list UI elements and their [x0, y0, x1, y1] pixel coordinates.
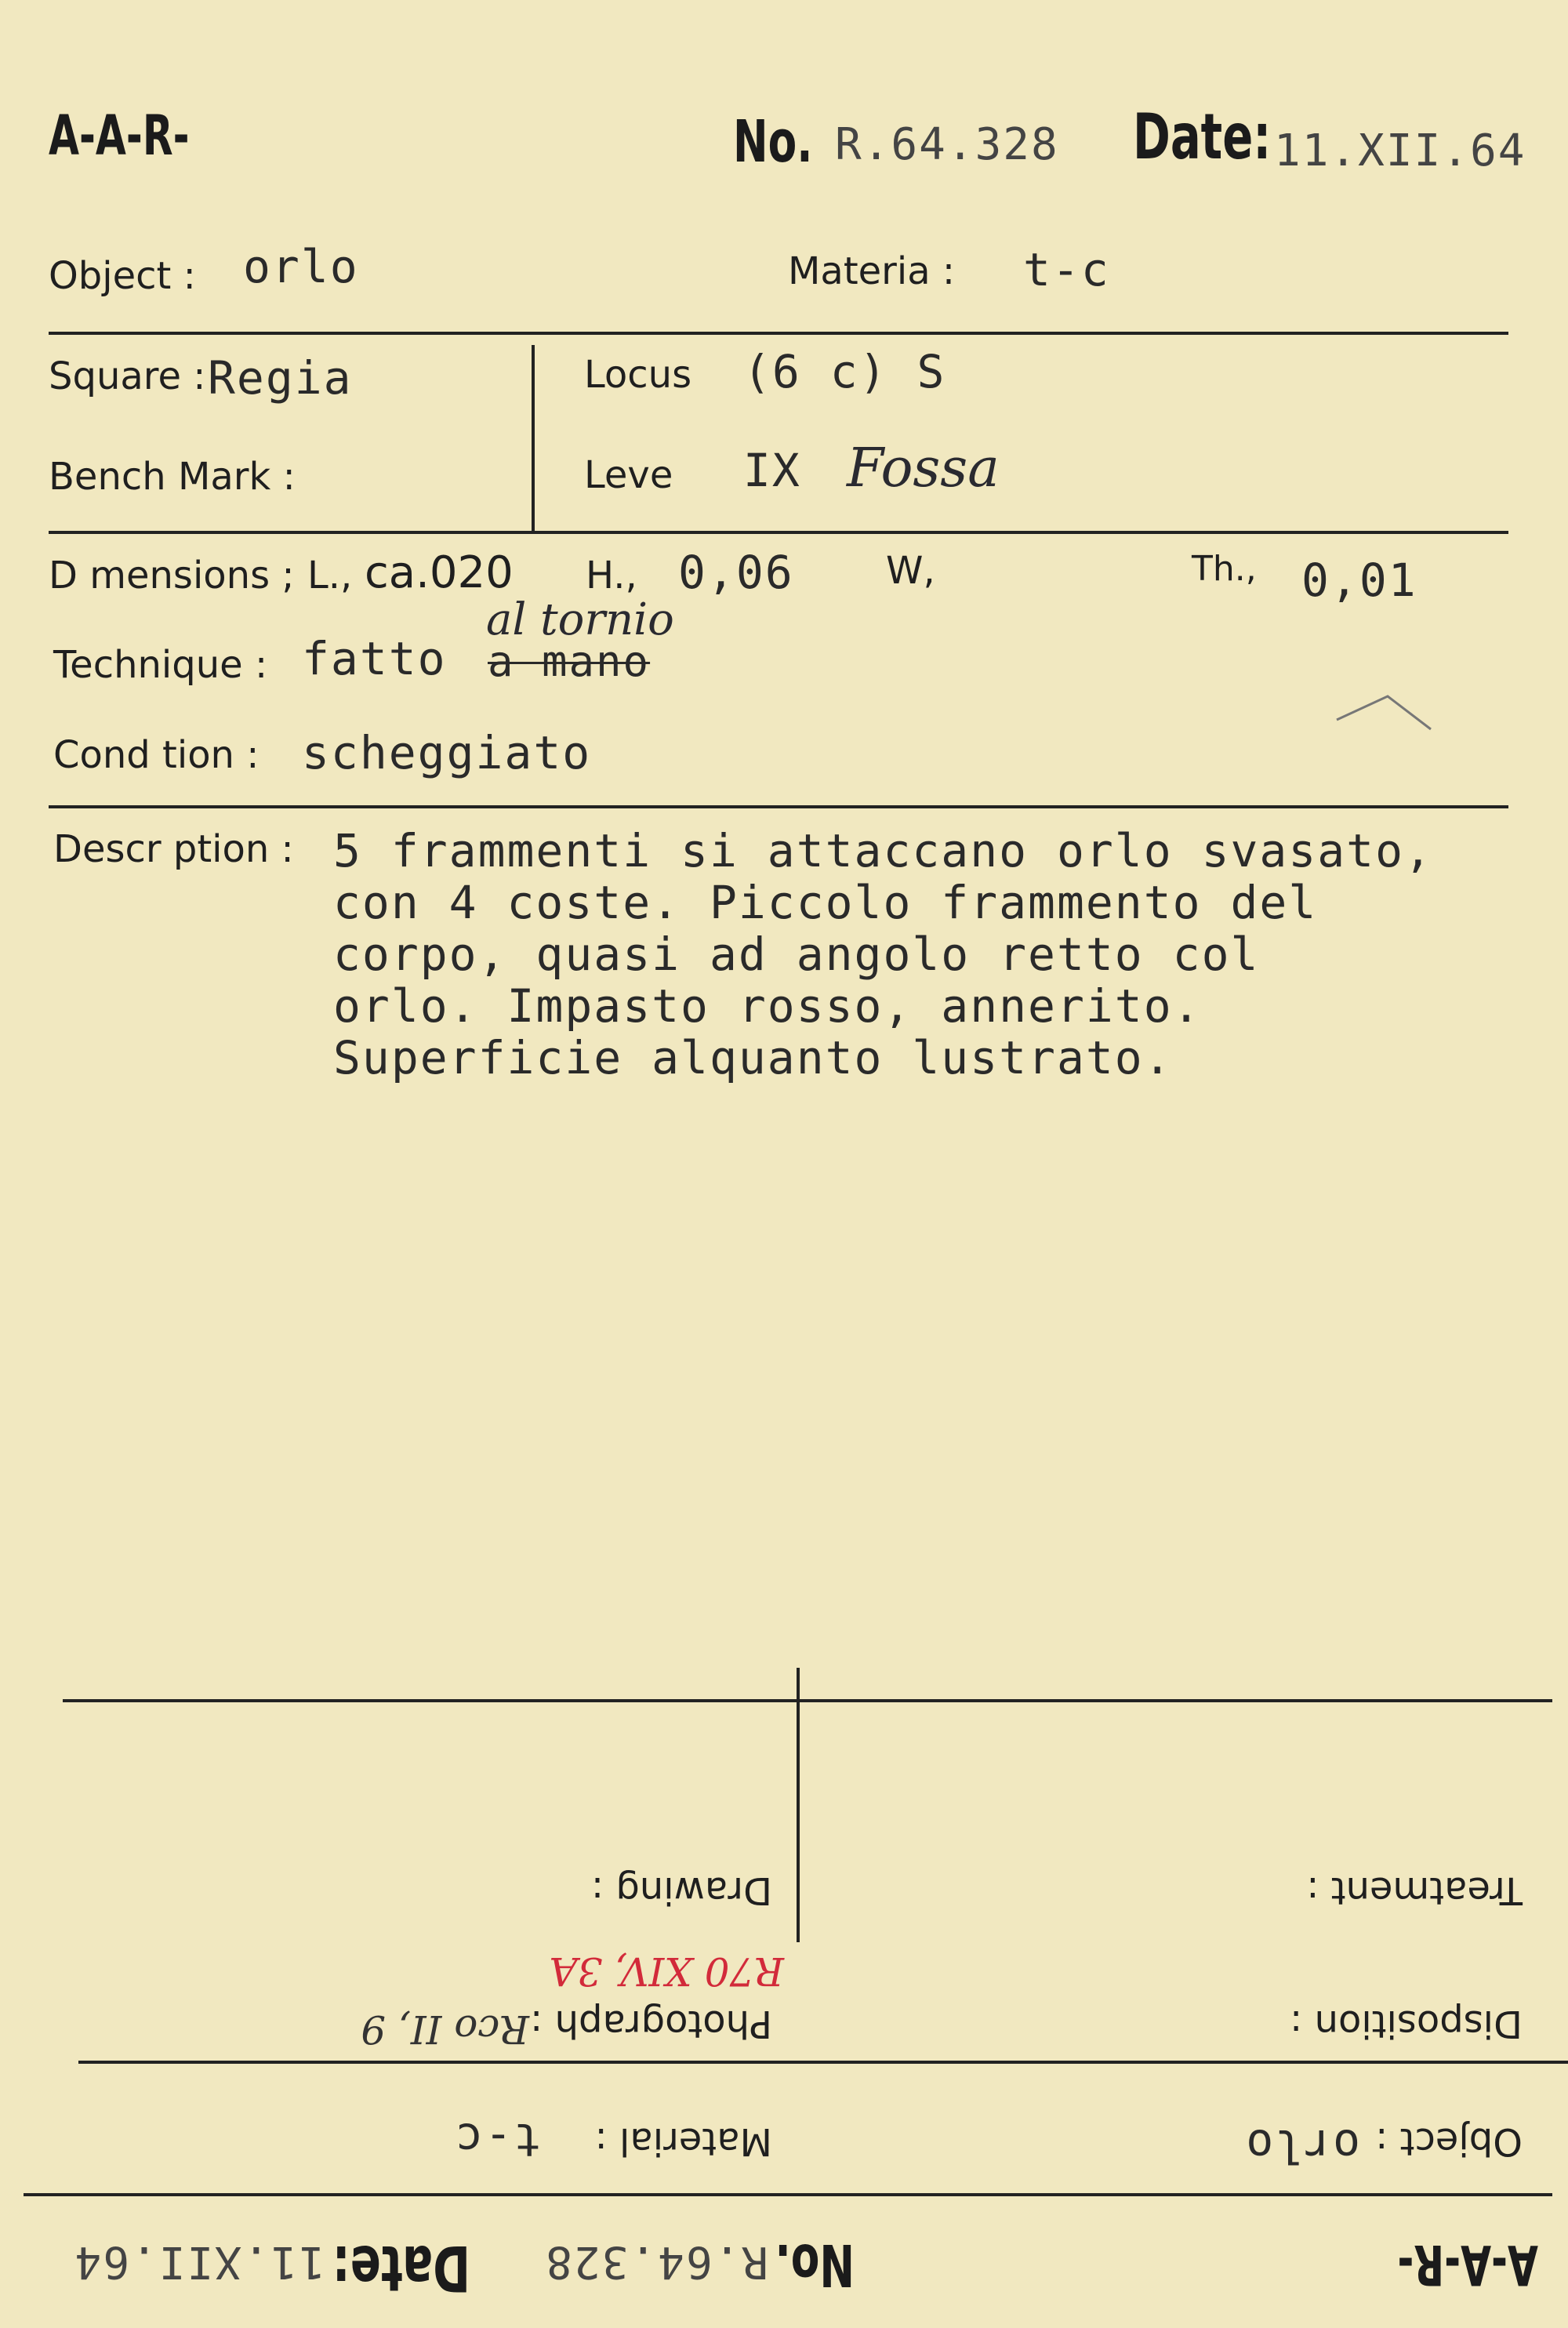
locus-label: Locus — [584, 353, 692, 397]
stub-photograph-red: R70 XIV, 3A — [549, 1948, 784, 1994]
stub-upside-down — [0, 1694, 1568, 2328]
pencil-mark — [1333, 690, 1435, 737]
condition-value: scheggiato — [302, 726, 592, 779]
stub-treatment-label: Treatment : — [1306, 1869, 1523, 1912]
stub-material-label: Material : — [594, 2119, 772, 2163]
object-label: Object : — [49, 254, 196, 298]
thickness-label: Th., — [1192, 549, 1257, 589]
divider-3 — [49, 805, 1508, 808]
leve-handwritten: Fossa — [847, 438, 1000, 499]
stub-number-value: R.64.328 — [544, 2236, 768, 2287]
stub-divider-3 — [24, 2193, 1552, 2196]
stub-material-value: t-c — [454, 2113, 541, 2166]
width-label: W, — [886, 549, 935, 593]
stub-vertical-divider — [797, 1668, 800, 1942]
height-label: H., — [586, 554, 637, 597]
materia-value: t-c — [1023, 243, 1110, 296]
leve-label: Leve — [584, 453, 673, 497]
stub-divider-2 — [78, 2061, 1568, 2064]
thickness-value: 0,01 — [1301, 554, 1417, 607]
description-line: con 4 coste. Piccolo frammento del — [333, 876, 1318, 929]
object-value: orlo — [243, 240, 359, 293]
length-label: L., — [307, 554, 353, 597]
square-value: Regia — [208, 351, 353, 405]
stub-number-label: No. — [775, 2231, 855, 2298]
stub-photograph-handwritten: Rco II, 9 — [361, 2007, 529, 2052]
divider-1 — [49, 332, 1508, 335]
description-text — [333, 825, 1433, 1084]
date-label: Date: — [1133, 100, 1272, 173]
description-line: corpo, quasi ad angolo retto col — [333, 928, 1260, 981]
description-line: orlo. Impasto rosso, annerito. — [333, 979, 1202, 1033]
height-value: 0,06 — [678, 546, 794, 599]
stub-code: A-A-R- — [1397, 2232, 1538, 2297]
condition-label: Cond tion : — [53, 733, 260, 777]
card-code: A-A-R- — [49, 104, 190, 168]
technique-struck: a mano — [488, 637, 651, 686]
stub-drawing-label: Drawing : — [590, 1869, 772, 1912]
leve-value: IX — [743, 444, 801, 497]
number-label: No. — [733, 108, 813, 176]
length-value: ca.020 — [365, 547, 514, 598]
stub-object-value: orlo — [1244, 2119, 1360, 2173]
technique-label: Technique : — [53, 643, 268, 687]
description-line: Superficie alquanto lustrato. — [333, 1031, 1173, 1084]
technique-handwritten: al tornio — [486, 594, 674, 645]
materia-label: Materia : — [788, 249, 956, 293]
stub-photograph-label: Photograph : — [530, 2002, 772, 2046]
technique-value: fatto — [302, 632, 447, 685]
number-value: R.64.328 — [835, 119, 1059, 170]
bench-mark-label: Bench Mark : — [49, 455, 296, 499]
divider-vertical-1 — [532, 345, 535, 533]
description-line: 5 frammenti si attaccano orlo svasato, — [333, 824, 1433, 877]
divider-2 — [49, 531, 1508, 534]
stub-date-value: 11.XII.64 — [73, 2236, 325, 2287]
stub-object-label: Object : — [1375, 2119, 1523, 2163]
square-label: Square : — [49, 354, 206, 398]
stub-date-label: Date: — [332, 2232, 470, 2304]
locus-value: (6 c) S — [743, 345, 946, 398]
description-label: Descr ption : — [53, 827, 294, 871]
stub-disposition-label: Disposition : — [1290, 2002, 1523, 2046]
dimensions-label: D mensions ; — [49, 554, 295, 597]
date-value: 11.XII.64 — [1274, 125, 1526, 176]
